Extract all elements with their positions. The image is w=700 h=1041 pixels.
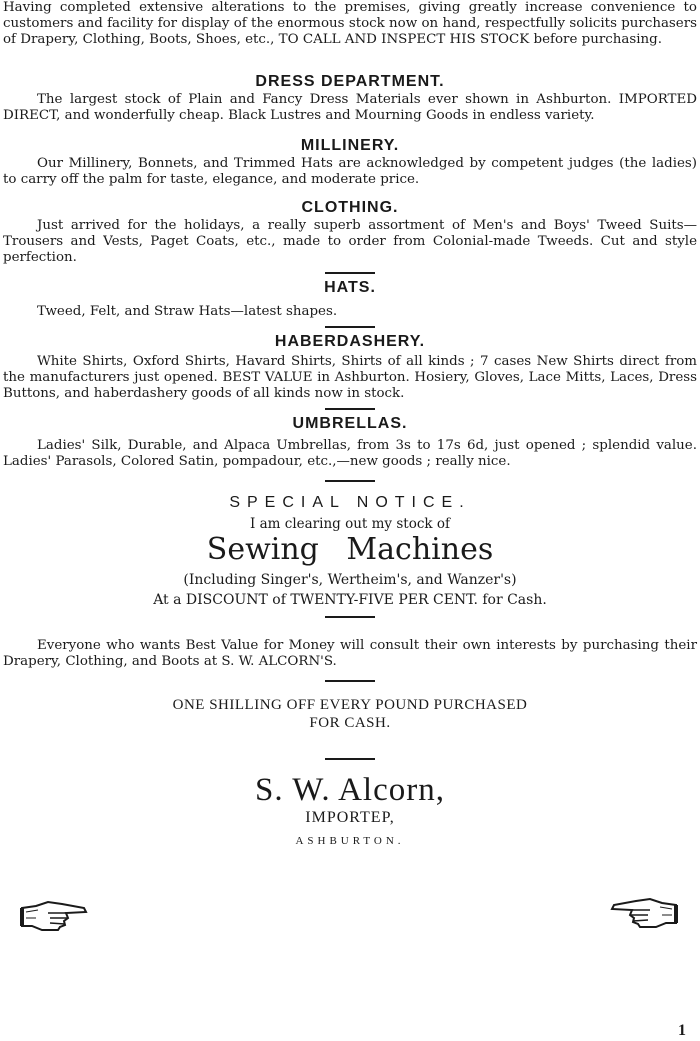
section-body-millinery xyxy=(0,156,697,188)
section-body-umbrellas xyxy=(0,438,697,470)
everyone-paragraph xyxy=(0,638,697,670)
discount-line: At a DISCOUNT of TWENTY-FIVE PER CENT. for Cash. xyxy=(153,592,547,608)
section-text-umbrellas: Ladies' Silk, Durable, and Alpaca Umbrellas, from 3s to 17s 6d, just opened ; splendid value. Ladies' Parasols, Colored Satin, pompadour, etc.,—new goods ; really nice. xyxy=(3,438,697,469)
merchant-name: S. W. Alcorn, xyxy=(255,772,445,808)
intro-paragraph: Having completed extensive alterations to the premises, giving greatly increase convenience to customers and facility for display of the enormous stock now on hand, respectfully solicits purchasers of Drapery, Clothing, Boots, Shoes, etc., TO CALL AND INSPECT HIS STOCK before purchasing. xyxy=(3,0,697,47)
brands-line: (Including Singer's, Wertheim's, and Wanzer's) xyxy=(183,572,517,588)
merchant-town: ASHBURTON. xyxy=(295,835,405,847)
section-text-haberdashery: White Shirts, Oxford Shirts, Havard Shirts, Shirts of all kinds ; 7 cases New Shirts direct from the manufacturers just opened. BEST VALUE in Ashburton. Hosiery, Gloves, Lace Mitts, Laces, Dress Buttons, and haberdashery goods of all kinds now in stock. xyxy=(3,354,697,401)
special-notice-line: I am clearing out my stock of xyxy=(250,516,450,532)
section-body-dress xyxy=(0,92,697,124)
pointing-hand-right-icon xyxy=(18,896,90,934)
sewing-machines-headline: Sewing Machines xyxy=(206,532,494,567)
section-heading-clothing: CLOTHING. xyxy=(301,199,399,216)
page-number: 1 xyxy=(678,1022,686,1039)
shilling-off-line2: FOR CASH. xyxy=(309,715,391,731)
shilling-off-line1: ONE SHILLING OFF EVERY POUND PURCHASED xyxy=(172,697,528,713)
section-heading-umbrellas: UMBRELLAS. xyxy=(292,415,408,432)
special-notice-title: SPECIAL NOTICE. xyxy=(229,494,471,511)
section-body-haberdashery xyxy=(0,354,697,402)
section-heading-haberdashery: HABERDASHERY. xyxy=(274,333,426,350)
everyone-text: Everyone who wants Best Value for Money will consult their own interests by purchasing their Drapery, Clothing, and Boots at S. W. ALCORN'S. xyxy=(3,638,697,669)
section-text-hats: Tweed, Felt, and Straw Hats—latest shapes. xyxy=(37,304,338,319)
section-text-millinery: Our Millinery, Bonnets, and Trimmed Hats are acknowledged by competent judges (the ladies) to carry off the palm for taste, elegance, and moderate price. xyxy=(3,156,697,187)
section-heading-millinery: MILLINERY. xyxy=(300,137,400,154)
merchant-role: IMPORTEP, xyxy=(305,809,395,826)
section-text-clothing: Just arrived for the holidays, a really superb assortment of Men's and Boys' Tweed Suits—Trousers and Vests, Paget Coats, etc., made to order from Colonial-made Tweeds. Cut and style perfection. xyxy=(3,218,697,265)
section-text-dress: The largest stock of Plain and Fancy Dress Materials ever shown in Ashburton. IMPORTED DIRECT, and wonderfully cheap. Black Lustres and Mourning Goods in endless variety. xyxy=(3,92,697,123)
section-heading-dress: DRESS DEPARTMENT. xyxy=(255,73,445,90)
section-heading-hats: HATS. xyxy=(324,279,376,296)
section-body-hats xyxy=(0,304,697,320)
section-body-clothing xyxy=(0,218,697,266)
pointing-hand-left-icon xyxy=(608,893,680,931)
